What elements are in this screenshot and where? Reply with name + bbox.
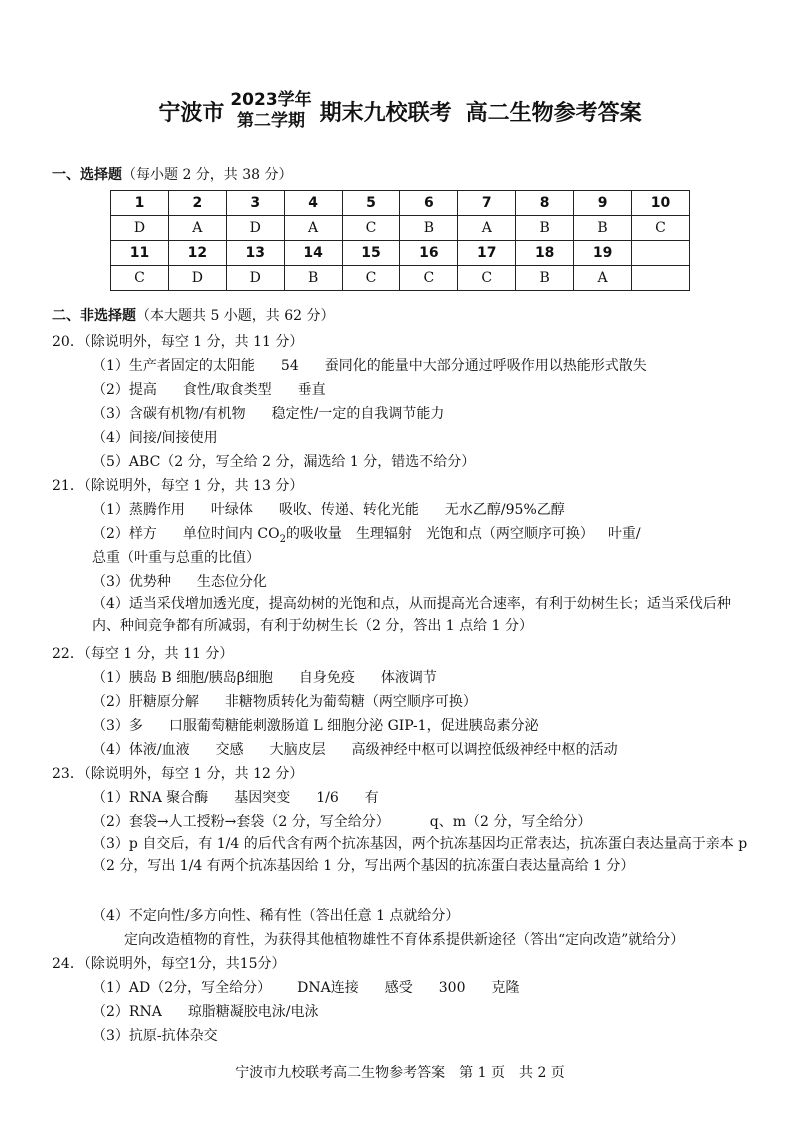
q21-line4: （4）适当采伐增加透光度，提高幼树的光饱和点，从而提高光合速率，有利于幼树生长；适当采伐后种内、种间竞争都有所减弱，有利于幼树生长（2 分，答出 1 点给 1 分） xyxy=(92,596,731,634)
answer-cell: A xyxy=(168,216,226,241)
q24-line2 xyxy=(92,1001,319,1021)
q22-2b: 非糖物质转化为葡萄糖（两空顺序可换） xyxy=(224,694,477,710)
q20-head: 20．（除说明外，每空 1 分，共 11 分） xyxy=(52,334,304,350)
question-number-cell: 3 xyxy=(226,191,284,216)
q22-2a: （2）肝糖原分解 xyxy=(92,694,199,710)
q24-line1 xyxy=(92,977,519,997)
q21-2c: 的吸收量 xyxy=(285,526,342,542)
q21-line2-cont: 总重（叶重与总重的比值） xyxy=(92,550,260,566)
q23-line1 xyxy=(92,787,379,807)
q21-2a: （2）样方 xyxy=(92,526,157,542)
question-number-cell: 9 xyxy=(574,191,632,216)
q22-3b: 口服葡萄糖能刺激肠道 L 细胞分泌 GIP-1，促进胰岛素分泌 xyxy=(168,718,539,734)
q21-2e: 光饱和点（两空顺序可换） xyxy=(425,526,594,542)
title-subject: 高二生物参考答案 xyxy=(465,100,642,126)
title-exam: 期末九校联考 xyxy=(319,100,452,126)
answer-row xyxy=(111,216,690,241)
question-number-cell: 6 xyxy=(400,191,458,216)
q21-3b: 生态位分化 xyxy=(196,574,267,590)
question-number-cell xyxy=(632,241,690,266)
q22-4d: 高级神经中枢可以调控低级神经中枢的活动 xyxy=(351,742,618,758)
answer-cell: C xyxy=(458,266,516,291)
q24-2b: 琼脂糖凝胶电泳/电泳 xyxy=(187,1004,319,1020)
title-term: 第二学期 xyxy=(236,111,305,131)
question-number-cell: 13 xyxy=(226,241,284,266)
q22-3a: （3）多 xyxy=(92,718,143,734)
answer-cell: D xyxy=(226,266,284,291)
section1-note: （每小题 2 分，共 38 分） xyxy=(122,167,293,183)
answer-cell: C xyxy=(342,266,400,291)
answer-cell: C xyxy=(342,216,400,241)
answer-cell: A xyxy=(574,266,632,291)
answer-cell: C xyxy=(632,216,690,241)
q23-1c: 1/6 xyxy=(316,790,339,806)
q22-1c: 体液调节 xyxy=(380,670,437,686)
answer-cell: B xyxy=(400,216,458,241)
question-number-cell: 5 xyxy=(342,191,400,216)
q20-line4: （4）间接/间接使用 xyxy=(92,430,218,446)
section2-header: 二、非选择题 xyxy=(52,308,136,324)
q22-1a: （1）胰岛 B 细胞/胰岛β细胞 xyxy=(92,670,273,686)
q20-2a: （2）提高 xyxy=(92,382,157,398)
section2-note: （本大题共 5 小题，共 62 分） xyxy=(136,308,335,324)
question-number-cell: 11 xyxy=(111,241,169,266)
section1-header: 一、选择题 xyxy=(52,167,122,183)
answer-cell: A xyxy=(284,216,342,241)
q20-1a: （1）生产者固定的太阳能 xyxy=(92,358,255,374)
question-number-cell: 2 xyxy=(168,191,226,216)
answer-cell: B xyxy=(516,216,574,241)
q22-4c: 大脑皮层 xyxy=(269,742,326,758)
question-number-cell: 7 xyxy=(458,191,516,216)
answer-cell: B xyxy=(516,266,574,291)
q23-head: 23．（除说明外，每空 1 分，共 12 分） xyxy=(52,766,304,782)
question-number-cell: 19 xyxy=(574,241,632,266)
answer-cell: B xyxy=(574,216,632,241)
question-number-row xyxy=(111,191,690,216)
q22-line3 xyxy=(92,715,539,735)
question-number-cell: 14 xyxy=(284,241,342,266)
answer-cell: D xyxy=(226,216,284,241)
question-number-cell: 18 xyxy=(516,241,574,266)
q24-1c: 感受 xyxy=(384,980,413,996)
section2-heading xyxy=(52,305,335,325)
q21-1a: （1）蒸腾作用 xyxy=(92,502,185,518)
answer-cell: C xyxy=(400,266,458,291)
q20-line5: （5）ABC（2 分，写全给 2 分，漏选给 1 分，错选不给分） xyxy=(92,454,476,470)
q21-line2 xyxy=(92,523,641,545)
document-title xyxy=(0,90,800,132)
q23-2b: q、m（2 分，写全给分） xyxy=(429,814,592,830)
answer-cell: D xyxy=(168,266,226,291)
q23-1a: （1）RNA 聚合酶 xyxy=(92,790,209,806)
q20-3b: 稳定性/一定的自我调节能力 xyxy=(271,406,445,422)
q23-line5: 定向改造植物的育性，为获得其他植物雄性不育体系提供新途径（答出“定向改造”就给分） xyxy=(124,932,685,948)
question-number-cell: 17 xyxy=(458,241,516,266)
q24-1e: 克隆 xyxy=(491,980,520,996)
q20-1c: 蚕同化的能量中大部分通过呼吸作用以热能形式散失 xyxy=(324,358,647,374)
question-number-cell: 1 xyxy=(111,191,169,216)
question-number-cell: 16 xyxy=(400,241,458,266)
q23-2a: （2）套袋→人工授粉→套袋（2 分，写全给分） xyxy=(92,814,390,830)
title-year-term xyxy=(230,90,311,132)
q21-head: 21．（除说明外，每空 1 分，共 13 分） xyxy=(52,478,304,494)
q21-2d: 生理辐射 xyxy=(355,526,412,542)
q22-head: 22．（每空 1 分，共 11 分） xyxy=(52,646,234,662)
answer-cell: A xyxy=(458,216,516,241)
q21-2b: 单位时间内 CO xyxy=(182,526,280,542)
question-number-cell: 4 xyxy=(284,191,342,216)
q24-1b: DNA连接 xyxy=(297,980,359,996)
q21-2sub: 2 xyxy=(279,533,286,545)
q23-line4: （4）不定向性/多方向性、稀有性（答出任意 1 点就给分） xyxy=(92,908,460,924)
q22-line1 xyxy=(92,667,437,687)
q20-2b: 食性/取食类型 xyxy=(182,382,272,398)
q20-1b: 54 xyxy=(280,358,299,374)
q24-line3: （3）抗原-抗体杂交 xyxy=(92,1028,218,1044)
q22-line4 xyxy=(92,739,618,759)
q24-1a: （1）AD（2分，写全给分） xyxy=(92,980,272,996)
q21-1b: 叶绿体 xyxy=(210,502,253,518)
q20-line1 xyxy=(92,355,647,375)
q20-line3 xyxy=(92,403,444,423)
answer-cell: C xyxy=(111,266,169,291)
q24-1d: 300 xyxy=(438,980,466,996)
q24-2a: （2）RNA xyxy=(92,1004,162,1020)
q23-line3: （3）p 自交后，有 1/4 的后代含有两个抗冻基因，两个抗冻基因均正常表达，抗冻蛋白表达量高于亲本 p（2 分，写出 1/4 有两个抗冻基因给 1 分，写出两个基因的抗冻蛋白表达量高给 1 分） xyxy=(92,836,748,874)
q24-head: 24．（除说明外，每空1分，共15分） xyxy=(52,956,286,972)
answer-cell: B xyxy=(284,266,342,291)
q22-4b: 交感 xyxy=(215,742,244,758)
q21-1d: 无水乙醇/95%乙醇 xyxy=(444,502,565,518)
q22-4a: （4）体液/血液 xyxy=(92,742,190,758)
section1-heading xyxy=(52,164,293,184)
q20-3a: （3）含碳有机物/有机物 xyxy=(92,406,246,422)
q21-3a: （3）优势种 xyxy=(92,574,171,590)
q20-2c: 垂直 xyxy=(297,382,326,398)
question-number-row xyxy=(111,241,690,266)
title-city: 宁波市 xyxy=(158,100,225,126)
answer-table xyxy=(110,190,690,291)
question-number-cell: 12 xyxy=(168,241,226,266)
answer-cell: D xyxy=(111,216,169,241)
q23-1b: 基因突变 xyxy=(234,790,291,806)
q21-2f: 叶重/ xyxy=(607,526,641,542)
q21-1c: 吸收、传递、转化光能 xyxy=(278,502,419,518)
question-number-cell: 8 xyxy=(516,191,574,216)
answer-cell xyxy=(632,266,690,291)
title-year: 2023学年 xyxy=(230,90,312,110)
question-number-cell: 10 xyxy=(632,191,690,216)
page-footer: 宁波市九校联考高二生物参考答案 第 1 页 共 2 页 xyxy=(235,1065,565,1081)
q21-line1 xyxy=(92,499,565,519)
q23-1d: 有 xyxy=(364,790,379,806)
q20-line2 xyxy=(92,379,326,399)
q22-1b: 自身免疫 xyxy=(298,670,355,686)
answer-row xyxy=(111,266,690,291)
question-number-cell: 15 xyxy=(342,241,400,266)
q23-line2 xyxy=(92,811,591,831)
q22-line2 xyxy=(92,691,477,711)
q21-line3 xyxy=(92,571,267,591)
